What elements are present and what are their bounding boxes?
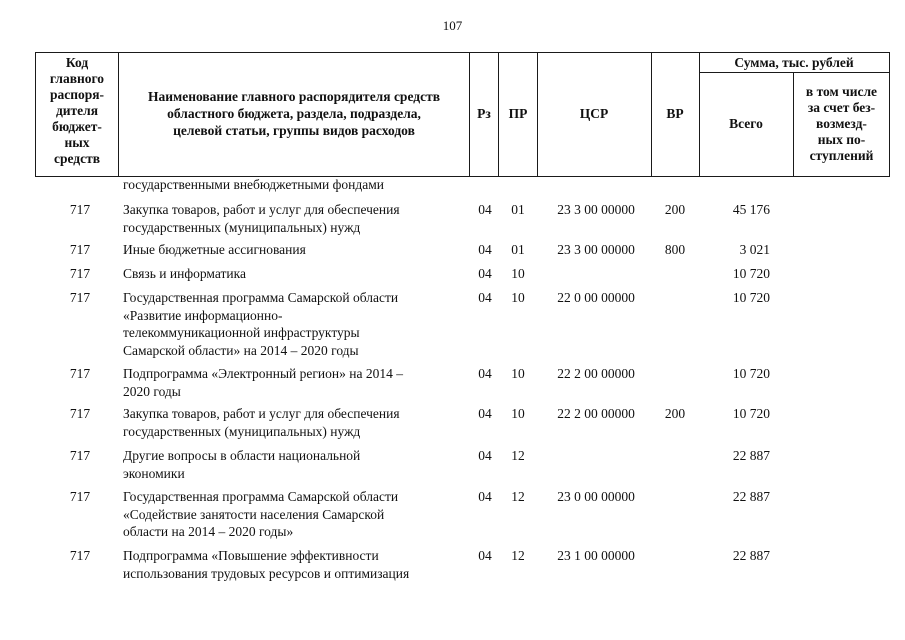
header-rz: Рз — [477, 106, 491, 121]
row-name-line: государственными внебюджетными фондами — [123, 177, 385, 192]
row-csr: 23 3 00 00000 — [557, 202, 635, 217]
row-pr: 10 — [511, 406, 525, 421]
col-divider — [889, 52, 890, 177]
row-code: 717 — [69, 366, 91, 381]
row-name-line: «Содействие занятости населения Самарской — [123, 506, 385, 522]
header-code-line: распоря- — [49, 87, 105, 102]
row-name-line: Закупка товаров, работ и услуг для обеспечения — [123, 406, 400, 421]
header-incl-line: ступлений — [809, 148, 874, 163]
row-name-line: 2020 годы — [123, 383, 181, 399]
row-name-line: государственных (муниципальных) нужд — [123, 219, 361, 235]
header-total: Всего — [729, 116, 763, 131]
row-rz: 04 — [478, 406, 492, 421]
row-name-line: Другие вопросы в области национальной — [123, 448, 361, 463]
row-pr: 01 — [511, 242, 525, 257]
row-rz: 04 — [478, 548, 492, 563]
row-pr: 12 — [511, 448, 525, 463]
header-incl-line: в том числе — [805, 84, 878, 99]
row-name — [123, 201, 468, 236]
row-rz: 04 — [478, 290, 492, 305]
row-total: 10 720 — [732, 266, 770, 281]
row-code: 717 — [69, 242, 91, 257]
row-vr: 200 — [664, 406, 686, 421]
row-rz: 04 — [478, 489, 492, 504]
header-name — [120, 88, 468, 139]
sum-divider-line — [699, 72, 890, 73]
row-csr: 22 2 00 00000 — [557, 366, 635, 381]
row-pr: 10 — [511, 266, 525, 281]
row-name — [123, 488, 468, 541]
row-code: 717 — [69, 290, 91, 305]
row-name — [123, 547, 468, 582]
header-incl-line: возмезд- — [816, 116, 867, 131]
row-total: 22 887 — [732, 548, 770, 563]
row-name-line: экономики — [123, 465, 185, 481]
row-name-line: Иные бюджетные ассигнования — [123, 242, 306, 257]
row-total: 22 887 — [732, 448, 770, 463]
row-pr: 10 — [511, 366, 525, 381]
row-name-line: Связь и информатика — [123, 266, 246, 281]
row-pr: 01 — [511, 202, 525, 217]
col-divider — [498, 52, 499, 177]
header-pr: ПР — [508, 106, 528, 121]
row-name — [123, 241, 468, 259]
row-csr: 23 0 00 00000 — [557, 489, 635, 504]
row-name-line: Самарской области» на 2014 – 2020 годы — [123, 342, 359, 358]
row-csr: 23 1 00 00000 — [557, 548, 635, 563]
row-name-line: Государственная программа Самарской области — [123, 290, 399, 305]
row-name-line: Подпрограмма «Электронный регион» на 2014 – — [123, 366, 403, 381]
row-rz: 04 — [478, 242, 492, 257]
row-name-line: «Развитие информационно- — [123, 307, 283, 323]
header-code-line: главного — [49, 71, 105, 86]
row-name — [123, 405, 468, 440]
row-total: 45 176 — [732, 202, 770, 217]
row-name-line: Подпрограмма «Повышение эффективности — [123, 548, 379, 563]
row-name — [123, 447, 468, 482]
row-csr: 22 0 00 00000 — [557, 290, 635, 305]
header-code-line: Код — [65, 55, 89, 70]
header-name-line: областного бюджета, раздела, подраздела, — [167, 106, 421, 121]
row-name-line: Государственная программа Самарской области — [123, 489, 399, 504]
row-name — [123, 289, 468, 359]
row-vr: 800 — [664, 242, 686, 257]
col-divider — [699, 52, 700, 177]
col-divider — [793, 72, 794, 177]
row-total: 22 887 — [732, 489, 770, 504]
row-csr: 23 3 00 00000 — [557, 242, 635, 257]
row-rz: 04 — [478, 366, 492, 381]
row-rz: 04 — [478, 266, 492, 281]
header-code — [36, 55, 118, 167]
row-pr: 12 — [511, 489, 525, 504]
row-total: 10 720 — [732, 290, 770, 305]
header-code-line: дителя — [55, 103, 99, 118]
row-rz: 04 — [478, 448, 492, 463]
row-name-line: государственных (муниципальных) нужд — [123, 423, 361, 439]
row-rz: 04 — [478, 202, 492, 217]
row-code: 717 — [69, 202, 91, 217]
row-name — [123, 176, 468, 194]
row-total: 10 720 — [732, 366, 770, 381]
header-csr: ЦСР — [579, 106, 609, 121]
row-pr: 12 — [511, 548, 525, 563]
row-name — [123, 265, 468, 283]
header-code-line: ных — [64, 135, 90, 150]
row-code: 717 — [69, 448, 91, 463]
header-incl-line: ных по- — [817, 132, 866, 147]
header-code-line: бюджет- — [52, 119, 102, 134]
row-code: 717 — [69, 548, 91, 563]
row-code: 717 — [69, 406, 91, 421]
header-name-line: Наименование главного распорядителя средств — [147, 89, 440, 104]
header-top-border — [35, 52, 890, 53]
row-name-line: Закупка товаров, работ и услуг для обеспечения — [123, 202, 400, 217]
col-divider — [118, 52, 119, 177]
row-total: 10 720 — [732, 406, 770, 421]
row-name-line: области на 2014 – 2020 годы» — [123, 524, 294, 539]
row-total: 3 021 — [739, 242, 770, 257]
row-code: 717 — [69, 489, 91, 504]
row-csr: 22 2 00 00000 — [557, 406, 635, 421]
row-name-line: телекоммуникационной инфраструктуры — [123, 325, 360, 340]
row-pr: 10 — [511, 290, 525, 305]
header-vr: ВР — [666, 106, 684, 121]
header-code-line: средств — [53, 151, 101, 166]
row-name-line: использования трудовых ресурсов и оптимизация — [123, 565, 410, 581]
row-vr: 200 — [664, 202, 686, 217]
header-name-line: целевой статьи, группы видов расходов — [173, 123, 415, 138]
row-name — [123, 365, 468, 400]
page-number: 107 — [442, 18, 463, 33]
header-incl-line: за счет без- — [807, 100, 876, 115]
row-code: 717 — [69, 266, 91, 281]
header-sum: Сумма, тыс. рублей — [734, 55, 854, 70]
header-incl — [795, 84, 888, 164]
